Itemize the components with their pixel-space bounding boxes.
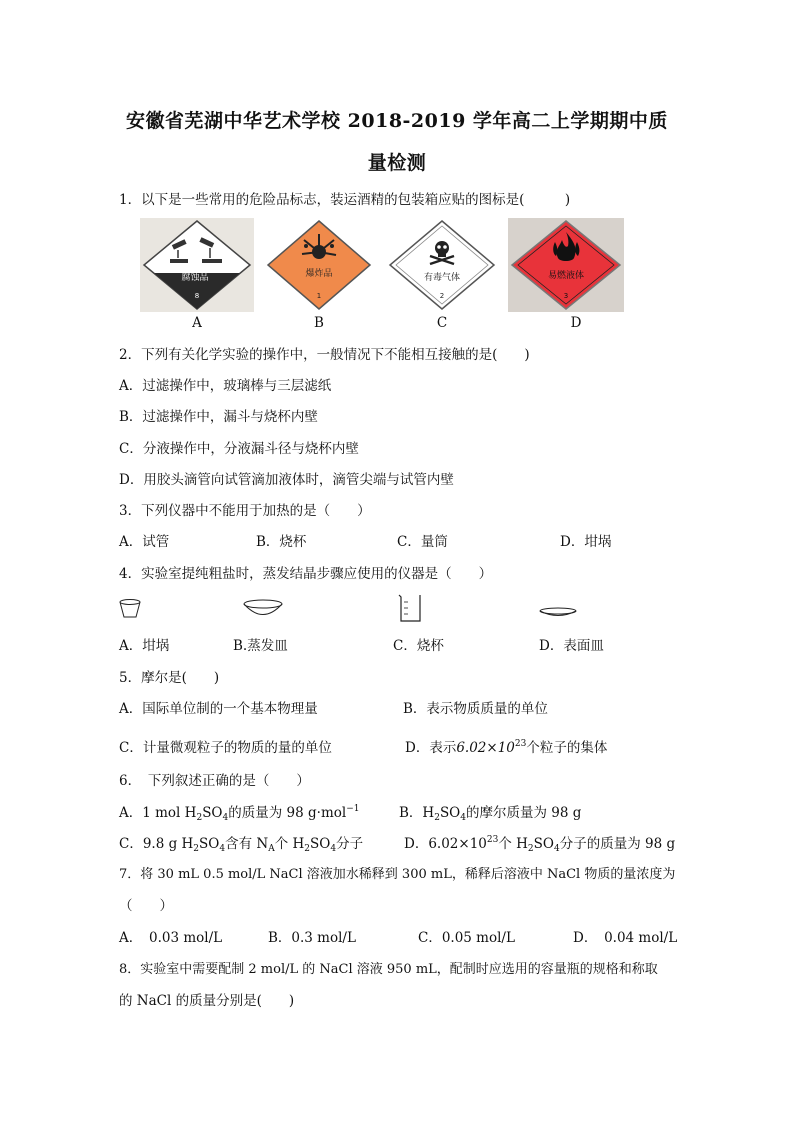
q6-option-d: D．$6.02\times 10^{23}$个 $H_2SO_4$分子的质量为 98 g	[404, 835, 676, 854]
q1-stem: 1．以下是一些常用的危险品标志，装运酒精的包装箱应贴的图标是( )	[119, 192, 571, 208]
q6-stem: 6． 下列叙述正确的是（ ）	[119, 773, 310, 789]
sign-d-number: 3	[563, 292, 569, 300]
hazard-sign-b	[264, 218, 374, 312]
hazard-sign-c	[386, 218, 498, 312]
q5-option-d: D．表示$6.02\times 10^{23}$个粒子的集体	[405, 739, 608, 756]
q5-option-b: B．表示物质质量的单位	[403, 701, 548, 717]
q7-option-d: D． 0.04 mol/L	[573, 930, 678, 946]
q4-stem: 4．实验室提纯粗盐时，蒸发结晶步骤应使用的仪器是（ ）	[119, 566, 493, 582]
hazard-sign-d	[508, 218, 624, 312]
q5-stem: 5．摩尔是( )	[119, 670, 220, 686]
q7-stem-line1: 7．将 30 mL 0.5 mol/L NaCl 溶液加水稀释到 300 mL，稀释后溶液中 NaCl 物质的量浓度为	[119, 867, 676, 882]
q3-option-b: B．烧杯	[256, 534, 307, 550]
sign-c-number: 2	[439, 292, 445, 300]
q4-option-a: A．坩埚	[119, 638, 170, 654]
sign-a-number: 8	[194, 292, 200, 300]
sign-d-label: D	[570, 315, 582, 331]
sign-a-label: A	[192, 315, 202, 331]
exam-title-line2: 量检测	[367, 152, 427, 174]
sign-a-text: 腐蚀品	[181, 273, 209, 283]
hazard-sign-a	[140, 218, 254, 312]
q3-option-a: A．试管	[119, 534, 170, 550]
q2-option-a: A．过滤操作中，玻璃棒与三层滤纸	[119, 378, 332, 394]
crucible-icon	[118, 598, 142, 620]
q5-option-a: A．国际单位制的一个基本物理量	[119, 701, 318, 717]
sign-b-text: 爆炸品	[305, 269, 333, 279]
q7-stem-line2: （ ）	[119, 898, 173, 914]
q4-option-d: D．表面皿	[539, 638, 604, 654]
q6-option-b: B．$H_2SO_4$的摩尔质量为 98 g	[399, 805, 582, 823]
q8-stem-line1: 8．实验室中需要配制 2 mol/L 的 NaCl 溶液 950 mL，配制时应选用的容量瓶的规格和称取	[119, 962, 658, 977]
sign-d-text: 易燃液体	[547, 271, 585, 281]
q4-option-c: C．烧杯	[393, 638, 444, 654]
evaporating-dish-icon	[242, 599, 284, 619]
q2-option-c: C．分液操作中，分液漏斗径与烧杯内壁	[119, 441, 359, 457]
q4-option-b: B.蒸发皿	[233, 638, 288, 654]
q6-option-a: A．1 mol $H_2SO_4$的质量为 98 g·mol$^{-1}$	[119, 804, 360, 823]
q2-option-b: B．过滤操作中，漏斗与烧杯内壁	[119, 409, 318, 425]
q7-option-c: C．0.05 mol/L	[418, 930, 515, 946]
q5-option-c: C．计量微观粒子的物质的量的单位	[119, 740, 332, 756]
exam-title-line1: 安徽省芜湖中华艺术学校 2018-2019 学年高二上学期期中质	[126, 110, 668, 132]
q7-option-a: A． 0.03 mol/L	[119, 930, 223, 946]
q6-option-c: C．9.8 g $H_2SO_4$含有 $N_A$个 $H_2SO_4$分子	[119, 836, 364, 854]
sign-b-label: B	[314, 315, 324, 331]
sign-c-label: C	[436, 315, 448, 331]
q3-option-d: D．坩埚	[560, 534, 612, 550]
q3-stem: 3．下列仪器中不能用于加热的是（ ）	[119, 503, 371, 519]
q2-option-d: D．用胶头滴管向试管滴加液体时，滴管尖端与试管内壁	[119, 472, 454, 488]
beaker-icon	[396, 592, 424, 624]
q7-option-b: B．0.3 mol/L	[268, 930, 356, 946]
sign-c-text: 有毒气体	[423, 273, 461, 283]
sign-b-number: 1	[316, 292, 322, 300]
watch-glass-icon	[538, 606, 578, 620]
q2-stem: 2．下列有关化学实验的操作中，一般情况下不能相互接触的是( )	[119, 347, 530, 363]
q8-stem-line2: 的 NaCl 的质量分别是( )	[119, 993, 295, 1009]
q3-option-c: C．量筒	[397, 534, 448, 550]
